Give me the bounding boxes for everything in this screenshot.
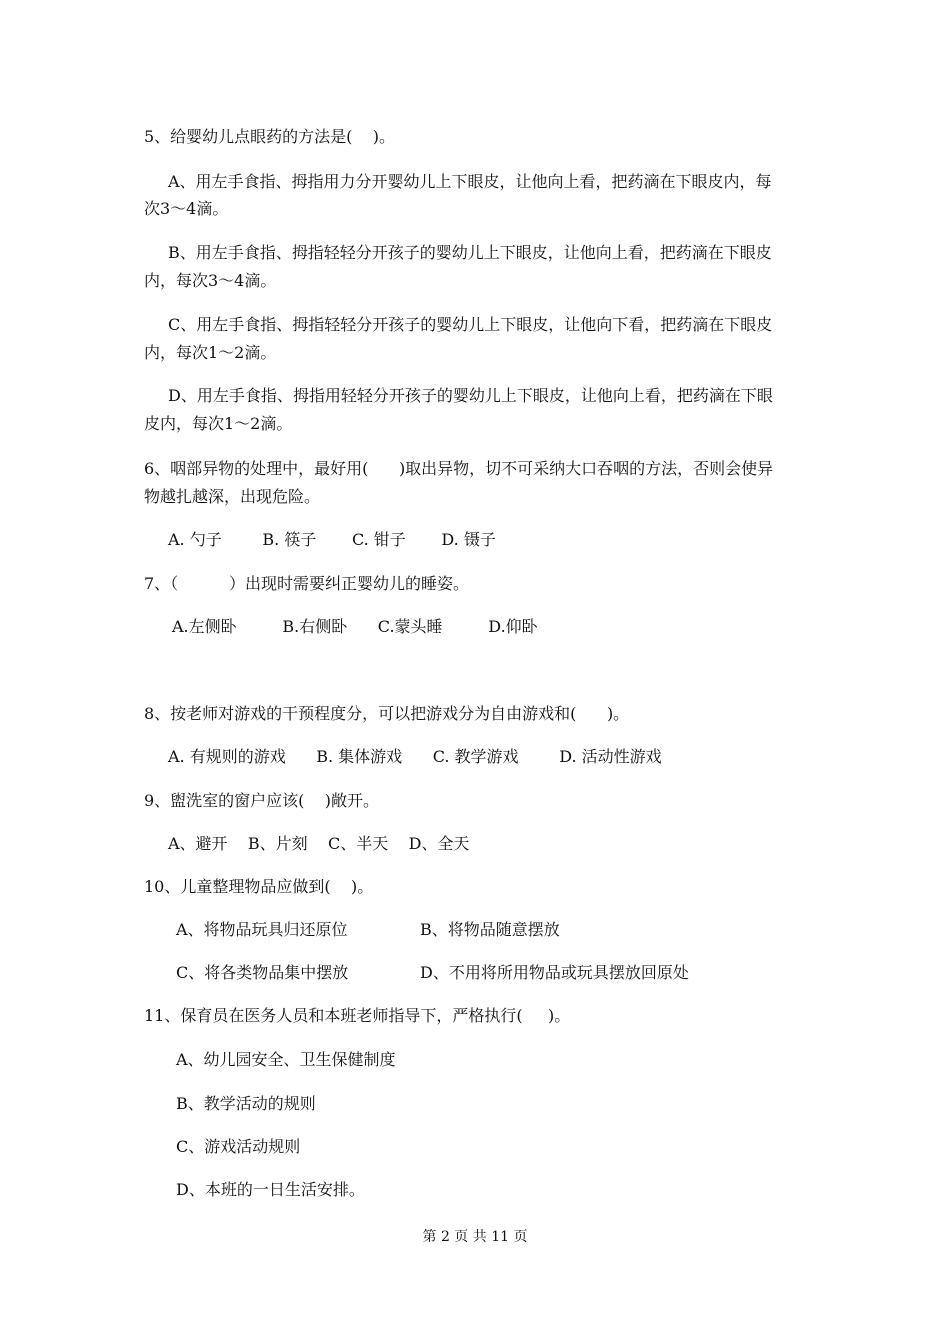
q5-option-b-cont: 内，每次3～4滴。 [144, 271, 277, 290]
q10-option-d: D、不用将所用物品或玩具摆放回原处 [420, 963, 689, 982]
q7-stem: 7、（ ）出现时需要纠正婴幼儿的睡姿。 [144, 574, 470, 593]
q5-stem: 5、给婴幼儿点眼药的方法是( )。 [144, 127, 396, 146]
q6-stem: 6、咽部异物的处理中，最好用( )取出异物，切不可采纳大口吞咽的方法，否则会使异 [144, 459, 774, 478]
q11-option-d: D、本班的一日生活安排。 [176, 1180, 365, 1199]
q10-option-b: B、将物品随意摆放 [420, 920, 560, 939]
q10-option-a: A、将物品玩具归还原位 [176, 920, 348, 939]
q10-stem: 10、儿童整理物品应做到( )。 [144, 877, 374, 896]
q6-options: A. 勺子 B. 筷子 C. 钳子 D. 镊子 [168, 530, 496, 549]
q11-stem: 11、保育员在医务人员和本班老师指导下，严格执行( )。 [144, 1006, 571, 1025]
q8-options: A. 有规则的游戏 B. 集体游戏 C. 教学游戏 D. 活动性游戏 [168, 747, 662, 766]
q5-option-d: D、用左手食指、拇指用轻轻分开孩子的婴幼儿上下眼皮，让他向上看，把药滴在下眼 [168, 386, 773, 405]
q5-option-d-cont: 皮内，每次1～2滴。 [144, 414, 293, 433]
q5-option-c-cont: 内，每次1～2滴。 [144, 343, 277, 362]
q8-stem: 8、按老师对游戏的干预程度分，可以把游戏分为自由游戏和( )。 [144, 704, 630, 723]
q5-option-b: B、用左手食指、拇指轻轻分开孩子的婴幼儿上下眼皮，让他向上看，把药滴在下眼皮 [168, 243, 772, 262]
q5-option-a: A、用左手食指、拇指用力分开婴幼儿上下眼皮，让他向上看，把药滴在下眼皮内，每 [168, 172, 772, 191]
page-footer: 第 2 页 共 11 页 [422, 1229, 528, 1245]
q11-option-a: A、幼儿园安全、卫生保健制度 [176, 1050, 396, 1069]
q11-option-c: C、游戏活动规则 [176, 1137, 301, 1156]
q10-option-c: C、将各类物品集中摆放 [176, 963, 349, 982]
q9-stem: 9、盥洗室的窗户应该( )敞开。 [144, 791, 380, 810]
q5-option-a-cont: 次3～4滴。 [144, 199, 229, 218]
q6-stem-cont: 物越扎越深，出现危险。 [144, 487, 321, 506]
q7-options: A.左侧卧 B.右侧卧 C.蒙头睡 D.仰卧 [172, 617, 538, 636]
q5-option-c: C、用左手食指、拇指轻轻分开孩子的婴幼儿上下眼皮，让他向下看，把药滴在下眼皮 [168, 315, 773, 334]
q9-options: A、避开 B、片刻 C、半天 D、全天 [168, 834, 470, 853]
q11-option-b: B、教学活动的规则 [176, 1094, 316, 1113]
